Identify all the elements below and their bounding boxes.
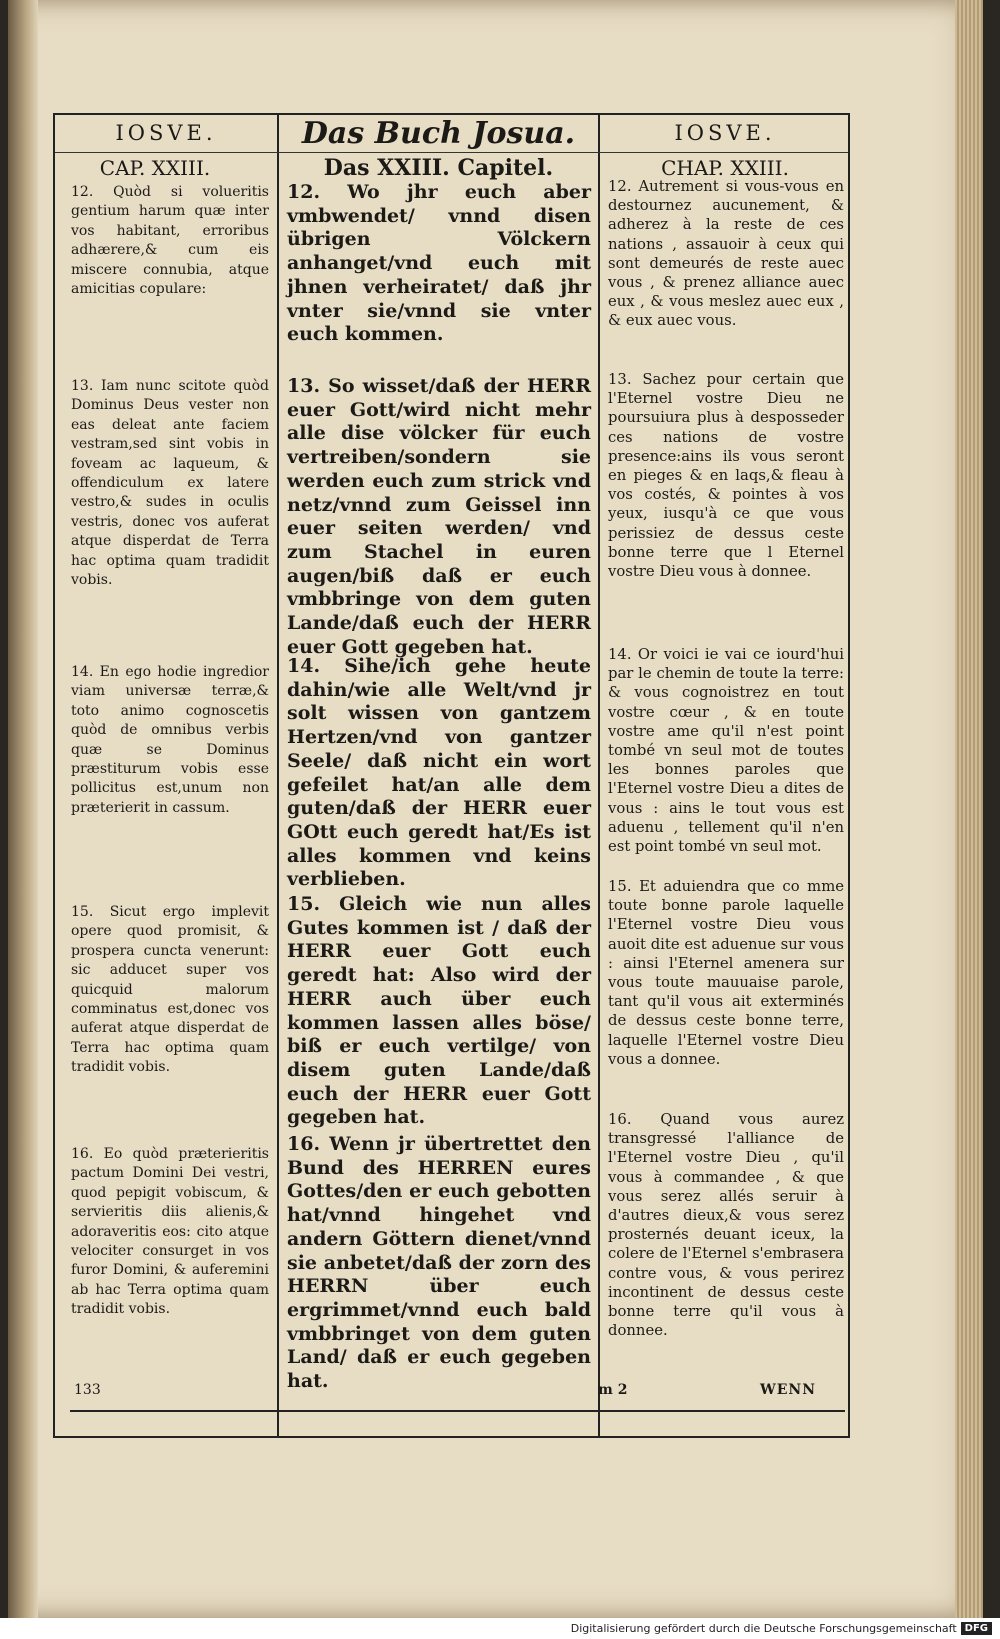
header-rule xyxy=(55,152,848,153)
german-verse-16: 16. Wenn jr übertrettet den Bund des HERREN eures Gottes/den er euch gebotten hat/vnnd hingehet vnd andern Göttern dienet/vnnd sie anbetet/daß der zorn des HERRN über euch ergrimmet/vnnd euch bald vmbbringet von dem guten Land/ daß er euch gegeben hat. xyxy=(287,1133,591,1393)
credit-text: Digitalisierung gefördert durch die Deutsche Forschungsgemeinschaft xyxy=(570,1622,957,1635)
latin-verse-12: 12. Quòd si volueritis gentium harum quæ inter vos habitant, erroribus adhærere,& cum eis miscere connubia, atque amicitias copulare: xyxy=(71,184,269,298)
french-verse-12: 12. Autrement si vous-vous en destournez aucunement, & adherez à la reste de ces nations , assauoir à ceux qui sont demeurés de reste auec vous , & prenez alliance auec eux , & vous meslez auec eux , & eux auec vous. xyxy=(608,178,844,330)
dfg-logo: DFG xyxy=(961,1622,992,1635)
french-running-head: IOSVE. xyxy=(674,121,776,145)
latin-running-head: IOSVE. xyxy=(115,121,217,145)
digitization-credit-bar xyxy=(0,1618,1000,1639)
signature-mark: m 2 xyxy=(598,1382,628,1398)
latin-verse-13: 13. Iam nunc scitote quòd Dominus Deus vester non eas deleat ante faciem vestram,sed sint vobis in foveam ac laqueum, & offendiculum ex latere vestro,& sudes in oculis vestris, donec vos auferat atque disperdat de Terra hac optima quam tradidit vobis. xyxy=(71,378,269,589)
german-running-title: Das Buch Josua. xyxy=(301,115,576,151)
french-verse-14: 14. Or voici ie vai ce iourd'hui par le chemin de toute la terre: & vous cognoistrez en tout vostre cœur , & en toute vostre ame qu'il n'est point tombé vn seul mot de toutes les bonnes paroles que l'Eternel vostre Dieu a dites de vous : ains le tout vous est aduenu , tellement qu'il n'en est point tombé vn seul mot. xyxy=(608,646,844,856)
latin-verse-16: 16. Eo quòd præterieritis pactum Domini Dei vestri, quod pepigit vobiscum, & servieritis diis alienis,& adoraveritis eos: cito atque velociter consurget in vos furor Domini, & auferemini ab hac Terra optima quam tradidit vobis. xyxy=(71,1146,269,1318)
book-page xyxy=(8,0,983,1618)
german-verse-13: 13. So wisset/daß der HERR euer Gott/wird nicht mehr alle dise völcker für euch vertreiben/sondern sie werden euch zum strick vnd netz/vnnd zum Geissel inn euer seiten werden/ vnd zum Stachel in euren augen/biß daß er euch vmbbringe von dem guten Lande/daß euch der HERR euer Gott gegeben hat. xyxy=(287,375,591,658)
german-verse-14: 14. Sihe/ich gehe heute dahin/wie alle Welt/vnd jr solt wissen von gantzem Hertzen/vnd von gantzer Seele/ daß nicht ein wort gefeilet hat/an alle dem guten/daß der HERR euer GOtt euch geredt hat/Es ist alles kommen vnd keins verblieben. xyxy=(287,655,591,891)
latin-verse-14: 14. En ego hodie ingredior viam universæ terræ,& toto animo cognoscetis quòd de omnibus verbis quæ se Dominus præstiturum vobis esse pollicitus est,unum non præterierit in cassum. xyxy=(71,664,269,816)
catchword: WENN xyxy=(760,1382,816,1398)
german-verse-12: 12. Wo jhr euch aber vmbwendet/ vnnd disen übrigen Völckern anhanget/vnd euch mit jhnen verheiratet/ daß jhr vnter sie/vnnd sie vnter euch kommen. xyxy=(287,181,591,346)
german-verse-15: 15. Gleich wie nun alles Gutes kommen ist / daß der HERR euer Gott euch geredt hat: Also wird der HERR auch über euch kommen lassen alles böse/ biß er euch vertilge/ von disem guten Lande/daß euch der HERR euer Gott gegeben hat. xyxy=(287,893,591,1129)
column-divider-left xyxy=(277,115,279,1436)
page-number: 133 xyxy=(74,1382,101,1398)
german-chapter-heading: Das XXIII. Capitel. xyxy=(323,155,554,181)
book-gutter xyxy=(8,0,38,1618)
column-divider-right xyxy=(598,115,600,1436)
french-verse-13: 13. Sachez pour certain que l'Eternel vostre Dieu ne poursuiura plus à desposseder ces nations de vostre presence:ains ils vous seront en pieges & en laqs,& fleau à vos costés, & pointes à vos yeux, iusqu'à ce que vous perissiez de dessus ceste bonne terre que l Eternel vostre Dieu vous à donnee. xyxy=(608,371,844,581)
latin-verse-15: 15. Sicut ergo implevit opere quod promisit, & prospera cuncta venerunt: sic adducet super vos quicquid malorum comminatus est,donec vos auferat atque disperdat de Terra hac optima quam tradidit vobis. xyxy=(71,904,269,1076)
french-chapter-heading: CHAP. XXIII. xyxy=(661,156,789,180)
text-frame xyxy=(53,113,850,1438)
bottom-rule xyxy=(70,1410,845,1412)
latin-chapter-heading: CAP. XXIII. xyxy=(99,156,211,180)
page-edges xyxy=(955,0,983,1618)
french-verse-16: 16. Quand vous aurez transgressé l'alliance de l'Eternel vostre Dieu , qu'il vous à commandee , & que vous serez allés seruir à d'autres dieux,& vous serez prosternés deuant iceux, la colere de l'Eternel s'embrasera contre vous, & vous perirez incontinent de dessus ceste bonne terre qu'il vous à donnee. xyxy=(608,1111,844,1340)
french-verse-15: 15. Et aduiendra que co mme toute bonne parole laquelle l'Eternel vostre Dieu vous auoit dite est aduenue sur vous : ainsi l'Eternel amenera sur vous toute mauuaise parole, tant qu'il vous ait exterminés de dessus ceste bonne terre, laquelle l'Eternel vostre Dieu vous a donnee. xyxy=(608,878,844,1068)
